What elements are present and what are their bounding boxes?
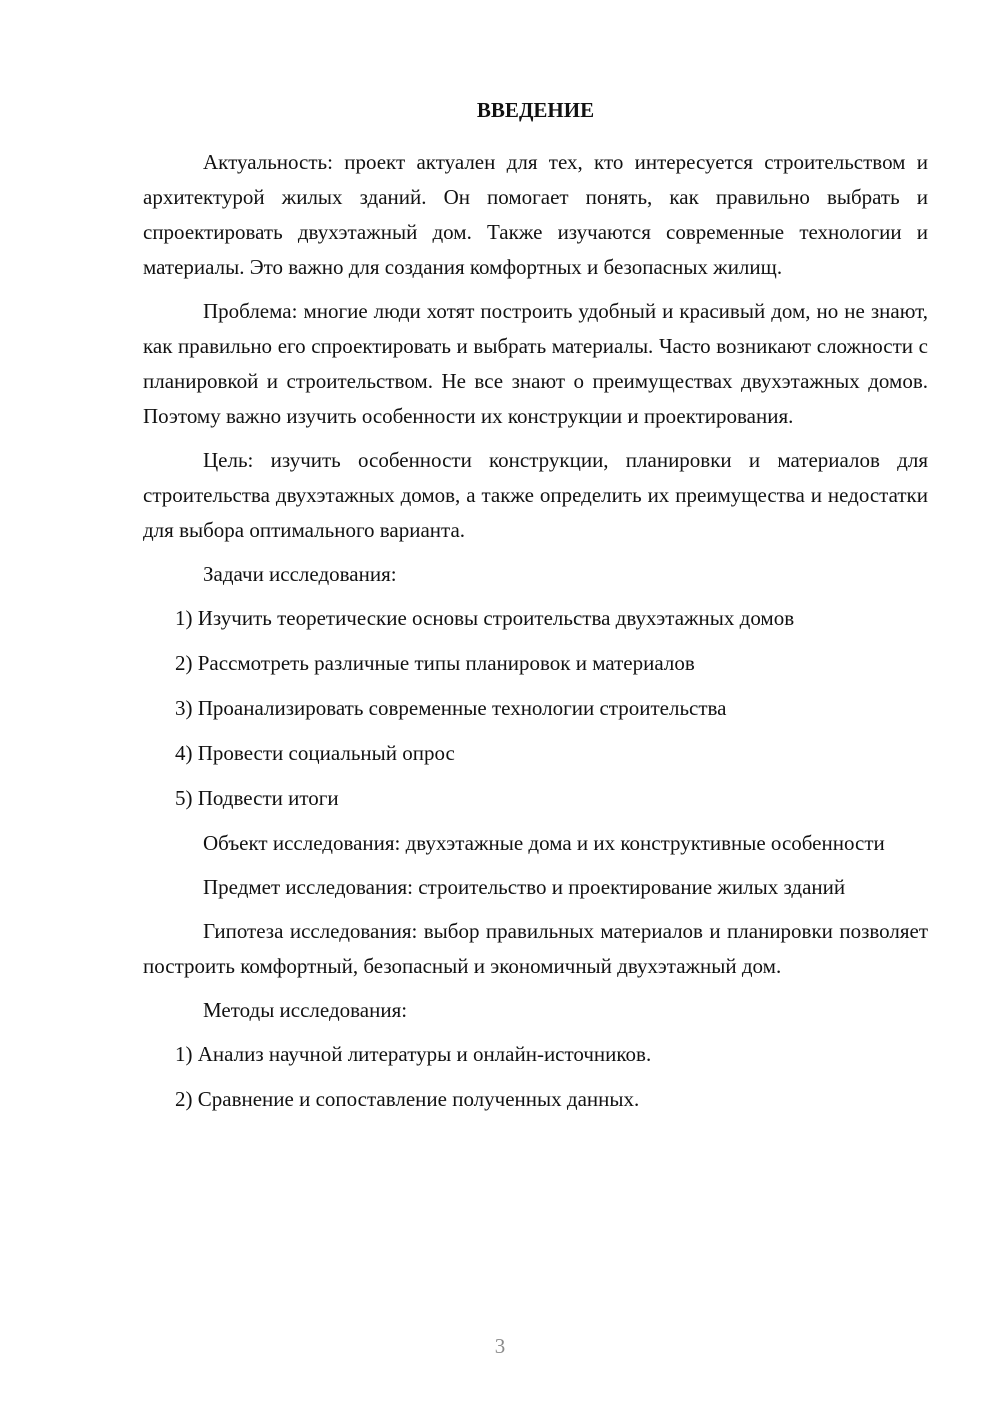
page-title: ВВЕДЕНИЕ	[476, 98, 595, 122]
task-item: 4) Провести социальный опрос	[175, 741, 455, 765]
task-item: 1) Изучить теоретические основы строительства двухэтажных домов	[175, 606, 795, 630]
document-page	[143, 95, 928, 1127]
tasks-heading: Задачи исследования:	[203, 562, 397, 586]
task-item: 3) Проанализировать современные технологии строительства	[175, 696, 727, 720]
task-item: 2) Рассмотреть различные типы планировок и материалов	[175, 651, 695, 675]
hypothesis-paragraph: Гипотеза исследования: выбор правильных материалов и планировки позволяет построить комфортный, безопасный и экономичный двухэтажный дом.	[143, 919, 928, 978]
object-paragraph: Объект исследования: двухэтажные дома и их конструктивные особенности	[203, 831, 885, 855]
method-item: 2) Сравнение и сопоставление полученных данных.	[175, 1087, 640, 1111]
goal-paragraph: Цель: изучить особенности конструкции, планировки и материалов для строительства двухэтажных домов, а также определить их преимущества и недостатки для выбора оптимального варианта.	[143, 448, 928, 542]
methods-heading: Методы исследования:	[203, 998, 408, 1022]
task-item: 5) Подвести итоги	[175, 786, 339, 810]
subject-paragraph: Предмет исследования: строительство и проектирование жилых зданий	[203, 875, 846, 899]
page-number: 3	[494, 1334, 506, 1358]
method-item: 1) Анализ научной литературы и онлайн-источников.	[175, 1042, 652, 1066]
problem-paragraph: Проблема: многие люди хотят построить удобный и красивый дом, но не знают, как правильно его спроектировать и выбрать материалы. Часто возникают сложности с планировкой и строительством. Не все знают о преимуществах двухэтажных домов. Поэтому важно изучить особенности их конструкции и проектирования.	[143, 299, 928, 428]
relevance-paragraph: Актуальность: проект актуален для тех, кто интересуется строительством и архитектурой жилых зданий. Он помогает понять, как правильно выбрать и спроектировать двухэтажный дом. Также изучаются современные технологии и материалы. Это важно для создания комфортных и безопасных жилищ.	[143, 150, 928, 279]
